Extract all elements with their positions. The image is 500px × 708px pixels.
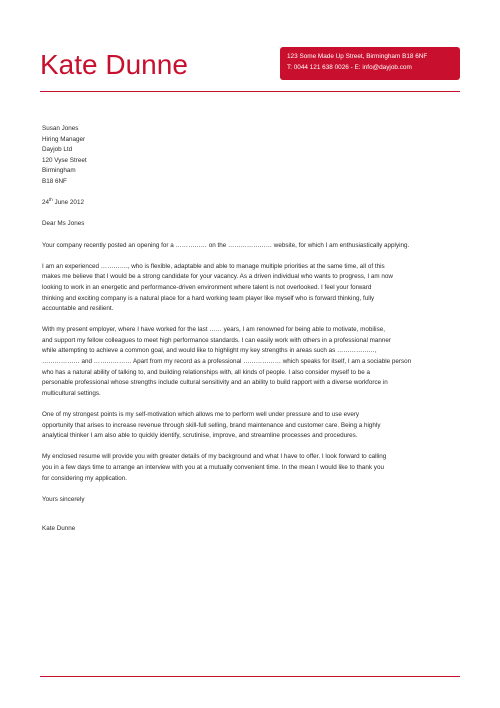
salutation: Dear Ms Jones <box>42 220 85 228</box>
address-line: 123 Some Made Up Street, Birmingham B18 6NF <box>287 53 428 60</box>
letter-date: 24th June 2012 <box>42 197 84 207</box>
signature-name: Kate Dunne <box>42 524 76 532</box>
complimentary-close: Yours sincerely <box>42 495 85 503</box>
paragraph-strengths: One of my strongest points is my self-motivation which allows me to perform well under pressure and to use every opportunity that arises to increase revenue through skill-full selling, brand maintenance and customer care. Being a highly analytical thinker I am also able to quickly identify, scrutinise, improve, and streamline processes and procedures. <box>42 411 381 440</box>
contact-box <box>280 47 460 80</box>
recipient-city: Birmingham <box>42 167 76 175</box>
contact-line: T: 0044 121 638 0026 - E: info@dayjob.com <box>287 64 412 71</box>
recipient-block <box>42 124 460 188</box>
paragraph-closing: My enclosed resume will provide you with greater details of my background and what I have to offer. I look forward to calling you in a few days time to arrange an interview with you at a mutually convenient time. In the mean I would like to thank you for considering my application. <box>42 453 387 482</box>
paragraph-intro: Your company recently posted an opening for a …………… on the ………………… website, for which I am enthusiastically applying. <box>42 241 410 249</box>
footer-divider <box>40 676 460 677</box>
recipient-name: Susan Jones <box>42 125 79 132</box>
recipient-title: Hiring Manager <box>42 135 86 143</box>
letter-body <box>42 124 460 535</box>
recipient-street: 120 Vyse Street <box>42 156 87 164</box>
paragraph-current-employer: With my present employer, where I have worked for the last …… years, I am renowned for being able to motivate, mobilise, and support my fellow colleagues to meet high performance standards. I can easily work with others in a professional manner while attempting to achieve a common goal, and would like to highlight my key strengths in areas such as ………………, ……………… and ……………… Apart from my record as a professional ……………… which speaks for itself, I am a sociable person who has a natural ability of talking to, and building relationships with, all kinds of people. I also consider myself to be a personable professional whose strengths include cultural sensitivity and an ability to build rapport with a diverse workforce in multicultural settings. <box>42 326 412 397</box>
recipient-postcode: B18 6NF <box>42 177 67 185</box>
paragraph-experience: I am an experienced …………., who is flexible, adaptable and able to manage multiple priorities at the same time, all of this makes me believe that I would be a strong candidate for your vacancy. As a driven individual who wants to progress, I am now looking to work in an energetic and performance-driven environment where talent is not overlooked. I feel your forward thinking and exciting company is a natural place for a hard working team player like myself who is forward thinking, fully accountable and resilient. <box>42 262 393 313</box>
applicant-name: Kate Dunne <box>40 49 188 80</box>
recipient-company: Dayjob Ltd <box>42 146 73 154</box>
header-divider <box>40 91 460 92</box>
